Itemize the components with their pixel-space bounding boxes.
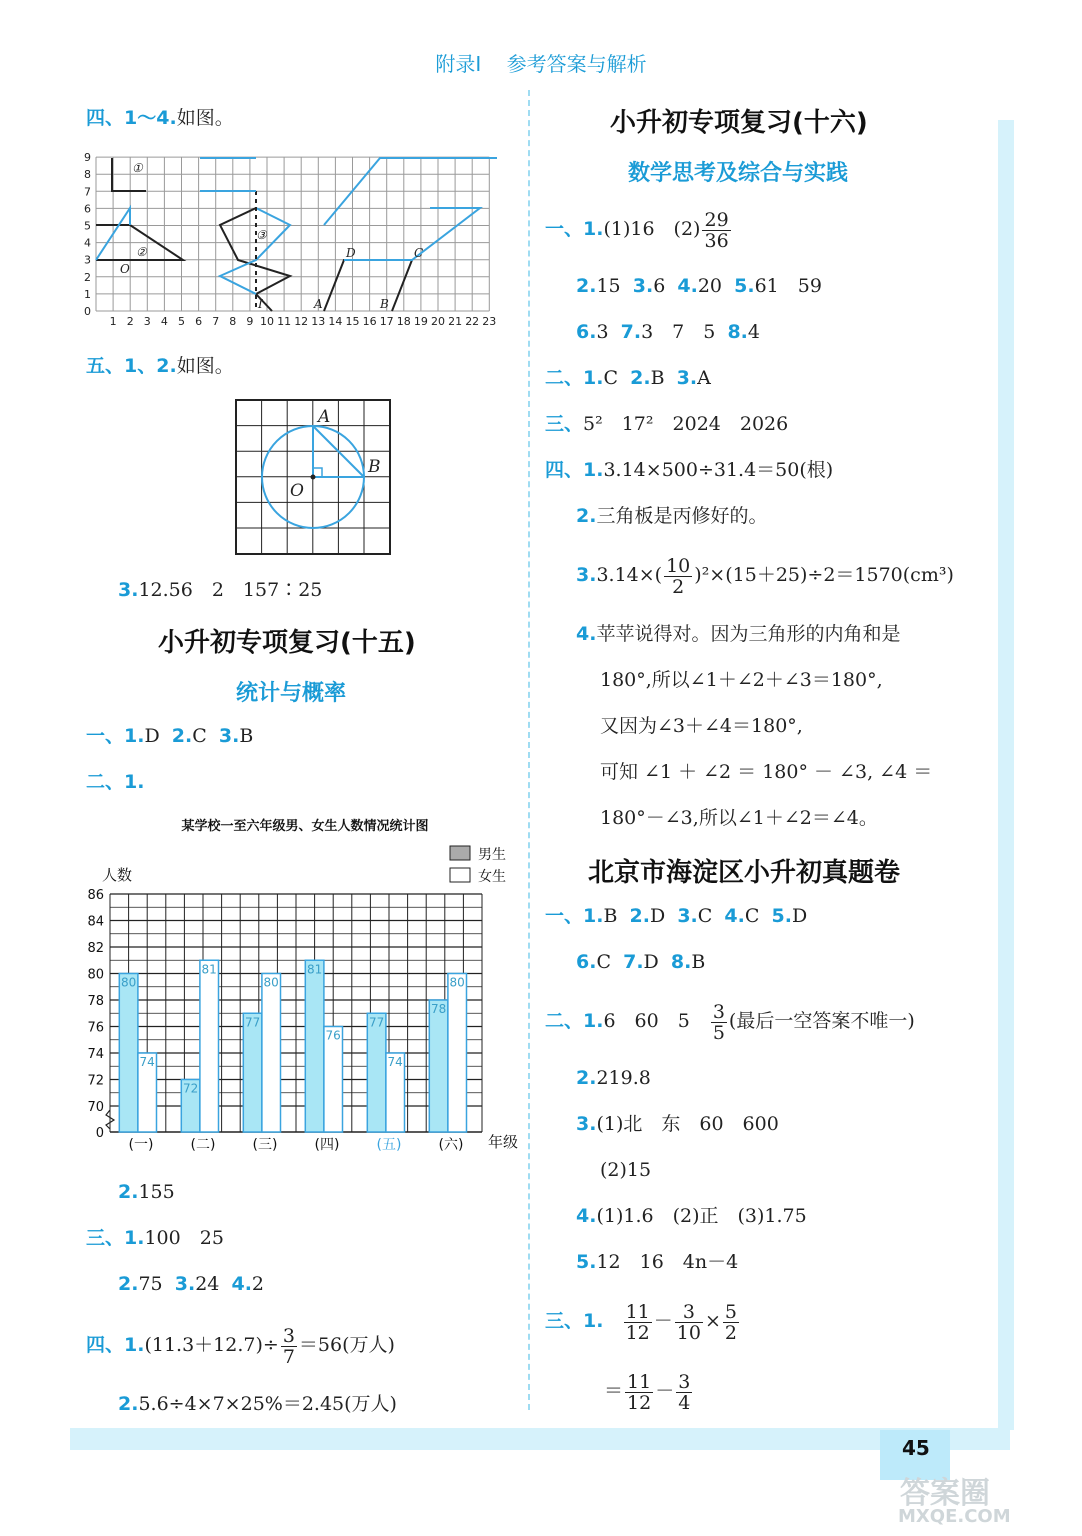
circle-label-B: B: [368, 457, 381, 477]
bar-value-label: 81: [306, 962, 323, 977]
answer-line: 一、1.(1)16 (2) $\frac{29}{36}$: [545, 208, 729, 252]
section-title-15: 小升初专项复习(十五): [158, 628, 416, 658]
grid-xtick: 7: [212, 315, 220, 328]
bar-value-label: 80: [449, 975, 465, 990]
chart-ytick: 76: [87, 1020, 104, 1036]
grid-xtick: 20: [431, 315, 445, 328]
legend-label-boys: 男生: [478, 847, 506, 863]
chart-ytick: 78: [87, 994, 104, 1009]
grid-xtick: 13: [311, 315, 326, 328]
circle-label-A: A: [318, 407, 331, 427]
section-title-16: 小升初专项复习(十六): [610, 108, 868, 138]
watermark-url: MXQE.COM: [898, 1506, 1011, 1527]
grid-ytick: 6: [84, 202, 91, 216]
chart-legend: [450, 846, 506, 885]
answer-line: 四、1.3.14×500÷31.4＝50(根): [545, 459, 834, 481]
decor-right-bar: [998, 120, 1014, 1430]
grid-ytick: 4: [84, 236, 91, 250]
answer-line: 四、1.(11.3＋12.7)÷ $\frac{3}{7}$ ＝56(万人): [86, 1324, 395, 1368]
column-divider: [528, 90, 530, 1410]
grid-ytick: 5: [84, 219, 91, 233]
label-D: D: [346, 246, 356, 260]
grid-xtick: 11: [277, 315, 292, 328]
answer-line: 6.C 7.D 8.B: [576, 951, 706, 973]
grid-ytick: 8: [84, 168, 91, 182]
chart-ytick: 82: [87, 941, 104, 956]
grid-xtick: 22: [465, 315, 480, 328]
answer-line: 一、1.D 2.C 3.B: [86, 725, 254, 747]
chart-xlabel: 年级: [488, 1133, 519, 1151]
grid-xtick: 15: [345, 315, 360, 328]
grid-xtick: 14: [328, 315, 343, 328]
grid-xtick: 4: [160, 315, 168, 328]
bar-girls: [262, 974, 281, 1133]
answer-line: 2.三角板是丙修好的。: [576, 505, 768, 527]
answer-line: 可知 ∠1 ＋ ∠2 ＝ 180° － ∠3, ∠4 ＝: [600, 761, 933, 783]
chart-ytick: 72: [87, 1073, 104, 1089]
grid-xtick: 19: [413, 315, 428, 328]
answer-line: (2)15: [600, 1159, 652, 1181]
answer-line: 5.12 16 4n－4: [576, 1251, 739, 1273]
grid-ytick: 1: [84, 287, 91, 301]
bar-chart: [80, 812, 530, 1162]
legend-swatch-boys: [450, 846, 470, 860]
answer-line: 四、1～4.如图。: [86, 107, 234, 129]
bar-value-label: 72: [182, 1081, 199, 1096]
chart-xtick: (六): [438, 1137, 464, 1153]
answer-line: 二、1.C 2.B 3.A: [545, 367, 711, 389]
answer-line: 三、1. $\frac{11}{12}$ － $\frac{3}{10}$ × $\frac{5}{2}$: [545, 1300, 737, 1344]
bar-boys: [429, 1000, 448, 1132]
grid-xtick: 18: [396, 315, 411, 328]
grid-xtick: 16: [362, 315, 377, 328]
bar-value-label: 81: [201, 962, 217, 977]
section-title-beijing: 北京市海淀区小升初真题卷: [588, 858, 901, 888]
chart-ytick: 74: [87, 1047, 104, 1062]
bar-boys: [119, 974, 138, 1133]
chart-xtick: (一): [128, 1137, 154, 1153]
grid-xtick: 3: [143, 315, 151, 328]
bar-girls: [448, 974, 467, 1133]
bar-value-label: 80: [263, 975, 279, 990]
label-shape2: ②: [136, 245, 147, 259]
answer-line: 4.(1)1.6 (2)正 (3)1.75: [576, 1205, 807, 1227]
answer-line: 180°,所以∠1＋∠2＋∠3＝180°,: [600, 669, 883, 691]
chart-title: 某学校一至六年级男、女生人数情况统计图: [181, 819, 429, 834]
grid-xtick: 6: [195, 315, 203, 328]
chart-ytick: 80: [87, 967, 104, 983]
label-C: C: [414, 246, 424, 260]
grid-ytick: 2: [84, 270, 91, 284]
page-number: 45: [902, 1436, 930, 1460]
grid-xtick: 1: [109, 315, 117, 328]
decor-bottom-bar: [70, 1428, 1010, 1450]
chart-xtick: (二): [190, 1137, 216, 1153]
section-subtitle-16: 数学思考及综合与实践: [628, 160, 849, 186]
chart-xtick: (五): [376, 1137, 402, 1153]
answer-line: 3.12.56 2 157∶25: [118, 579, 323, 601]
header-title: 参考答案与解析: [506, 52, 647, 76]
chart-ytick: 70: [87, 1100, 104, 1115]
chart-ytick: 0: [95, 1126, 104, 1141]
grid-xtick: 2: [126, 315, 134, 328]
bar-boys: [305, 960, 324, 1132]
section-subtitle-15: 统计与概率: [236, 680, 347, 706]
answer-line: 2.15 3.6 4.20 5.61 59: [576, 275, 822, 297]
grid-ytick: 0: [84, 305, 91, 318]
chart-ytick: 86: [87, 888, 104, 903]
answer-line: 又因为∠3＋∠4＝180°,: [600, 715, 803, 737]
label-B: B: [380, 297, 389, 311]
answer-line: 五、1、2.如图。: [86, 355, 234, 377]
answer-line: 180°－∠3,所以∠1＋∠2＝∠4。: [600, 807, 878, 829]
answer-line: 3.3.14×( $\frac{10}{2}$ )²×(15＋25)÷2＝1570(cm³): [576, 554, 954, 598]
grid-ytick: 3: [84, 253, 91, 267]
parallelogram: [324, 260, 412, 311]
grid-xtick: 5: [178, 315, 185, 328]
answer-line: 4.苹苹说得对。因为三角形的内角和是: [576, 623, 901, 645]
chart-xtick: (三): [252, 1137, 278, 1153]
bar-boys: [367, 1013, 386, 1132]
bar-boys: [243, 1013, 262, 1132]
legend-swatch-girls: [450, 868, 470, 882]
bar-girls: [200, 960, 219, 1132]
grid-xtick: 9: [246, 315, 254, 328]
answer-line: 2.155: [118, 1181, 175, 1203]
bar-value-label: 74: [139, 1055, 155, 1069]
watermark-logo: 答案圈: [900, 1476, 990, 1511]
answer-line: 二、1.6 60 5 $\frac{3}{5}$ (最后一空答案不唯一): [545, 1000, 915, 1044]
answer-line: 2.75 3.24 4.2: [118, 1273, 265, 1295]
bar-value-label: 80: [120, 975, 137, 990]
circle-grid-figure: [234, 398, 394, 558]
grid-xtick: 8: [229, 315, 237, 328]
grid-ytick: 9: [84, 151, 91, 165]
answer-line: 三、1.100 25: [86, 1227, 224, 1249]
bar-value-label: 76: [325, 1028, 341, 1043]
bar-value-label: 74: [387, 1055, 403, 1069]
label-shape3: ③: [256, 228, 267, 242]
label-shape1: ①: [132, 161, 143, 175]
answer-line: 2.219.8: [576, 1067, 651, 1089]
label-A: A: [314, 297, 323, 311]
chart-xtick: (四): [314, 1137, 340, 1153]
grid-xtick: 21: [448, 315, 463, 328]
page-header: [0, 48, 1082, 77]
coordinate-grid-figure: [80, 148, 520, 332]
grid-xtick: 23: [482, 315, 497, 328]
bar-value-label: 77: [244, 1015, 261, 1030]
appendix-label: 附录Ⅰ: [435, 52, 482, 76]
answer-line: 3.(1)北 东 60 600: [576, 1113, 779, 1135]
chart-ylabel: 人数: [102, 866, 133, 884]
chart-ytick: 84: [87, 914, 104, 930]
grid-xtick: 12: [294, 315, 309, 328]
bar-value-label: 78: [430, 1002, 447, 1016]
answer-line: 二、1.: [86, 771, 145, 793]
grid-xtick: 10: [260, 315, 274, 328]
answer-line: 一、1.B 2.D 3.C 4.C 5.D: [545, 905, 808, 927]
answer-line: 三、5² 17² 2024 2026: [545, 413, 789, 435]
legend-label-girls: 女生: [478, 869, 506, 885]
answer-line: ＝ $\frac{11}{12}$ － $\frac{3}{4}$: [604, 1370, 691, 1414]
grid-ytick: 7: [84, 185, 91, 199]
label-O: O: [120, 262, 130, 276]
answer-line: 6.3 7.3 7 5 8.4: [576, 321, 760, 343]
circle-label-O: O: [290, 481, 304, 501]
grid-xtick: 17: [379, 315, 394, 328]
answer-line: 2.5.6÷4×7×25%＝2.45(万人): [118, 1393, 397, 1415]
label-I: I: [258, 297, 263, 311]
bar-value-label: 77: [368, 1015, 385, 1030]
